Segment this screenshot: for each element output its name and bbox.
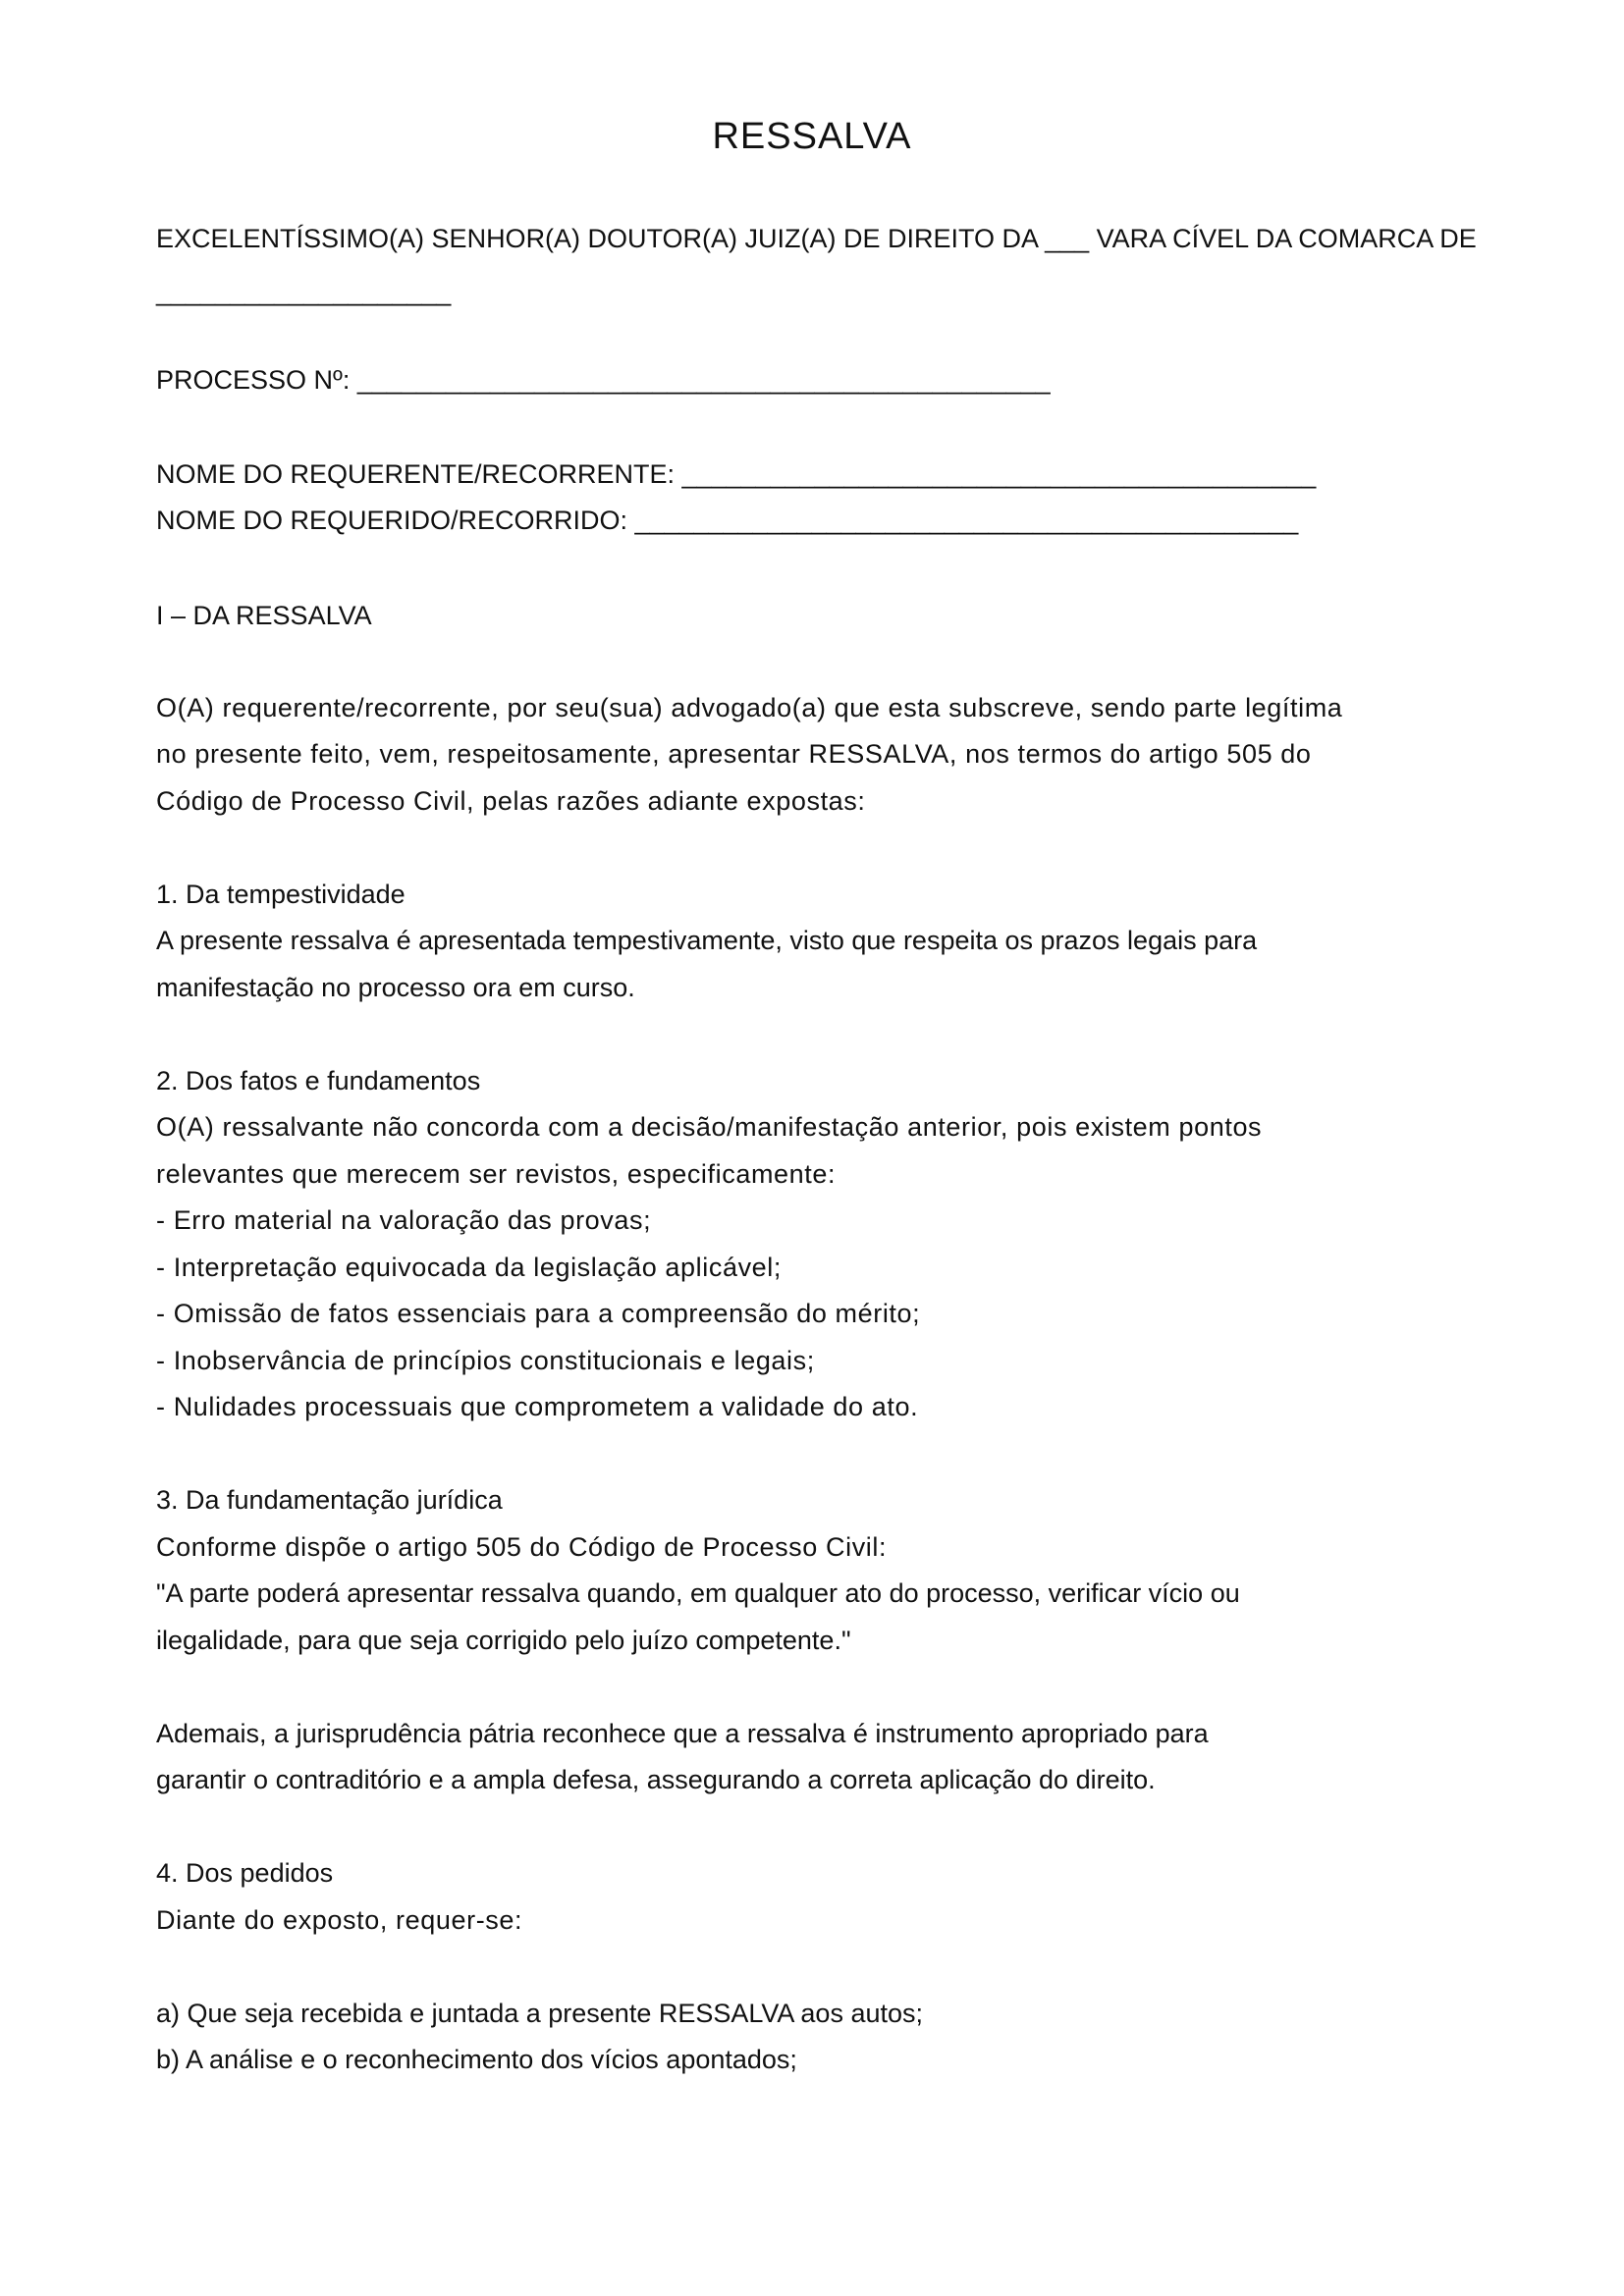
section-3-extra-line: garantir o contraditório e a ampla defesa, assegurando a correta aplicação do direito. xyxy=(156,1765,1156,1794)
section-2-line: relevantes que merecem ser revistos, especificamente: xyxy=(156,1159,837,1189)
section-2-line: O(A) ressalvante não concorda com a decisão/manifestação anterior, pois existem pontos xyxy=(156,1112,1263,1142)
section-heading-ressalva: I – DA RESSALVA xyxy=(156,601,372,630)
intro-paragraph-line: no presente feito, vem, respeitosamente, apresentar RESSALVA, nos termos do artigo 505 do xyxy=(156,739,1312,769)
processo-number-field: PROCESSO Nº: _______________________________________________ xyxy=(156,365,1051,395)
section-1-heading: 1. Da tempestividade xyxy=(156,880,406,909)
section-3-quote-line: "A parte poderá apresentar ressalva quando, em qualquer ato do processo, verificar vício ou xyxy=(156,1578,1240,1608)
section-2-list-item: - Inobservância de princípios constitucionais e legais; xyxy=(156,1346,815,1375)
intro-paragraph-line: Código de Processo Civil, pelas razões adiante expostas: xyxy=(156,786,866,816)
section-3-heading: 3. Da fundamentação jurídica xyxy=(156,1485,503,1515)
requerido-name-field: NOME DO REQUERIDO/RECORRIDO: _____________________________________________ xyxy=(156,506,1299,535)
section-4-lead: Diante do exposto, requer-se: xyxy=(156,1905,523,1935)
requerente-name-field: NOME DO REQUERENTE/RECORRENTE: ___________________________________________ xyxy=(156,459,1317,489)
section-2-list-item: - Nulidades processuais que comprometem a validade do ato. xyxy=(156,1392,919,1421)
section-2-list-item: - Interpretação equivocada da legislação aplicável; xyxy=(156,1253,782,1282)
section-4-request-item: b) A análise e o reconhecimento dos vícios apontados; xyxy=(156,2045,797,2074)
intro-paragraph-line: O(A) requerente/recorrente, por seu(sua) advogado(a) que esta subscreve, sendo parte legítima xyxy=(156,693,1343,722)
section-3-extra-line: Ademais, a jurisprudência pátria reconhece que a ressalva é instrumento apropriado para xyxy=(156,1719,1209,1748)
section-1-line: manifestação no processo ora em curso. xyxy=(156,973,635,1002)
section-2-heading: 2. Dos fatos e fundamentos xyxy=(156,1066,481,1095)
section-3-quote-line: ilegalidade, para que seja corrigido pelo juízo competente." xyxy=(156,1626,851,1655)
section-1-line: A presente ressalva é apresentada tempestivamente, visto que respeita os prazos legais para xyxy=(156,926,1258,955)
section-2-list-item: - Erro material na valoração das provas; xyxy=(156,1205,652,1235)
section-3-line: Conforme dispõe o artigo 505 do Código de Processo Civil: xyxy=(156,1532,888,1562)
section-2-list-item: - Omissão de fatos essenciais para a compreensão do mérito; xyxy=(156,1299,921,1328)
document-title: RESSALVA xyxy=(712,116,912,157)
addressee-blank-line: ____________________ xyxy=(156,277,452,306)
section-4-heading: 4. Dos pedidos xyxy=(156,1858,334,1888)
addressee-line: EXCELENTÍSSIMO(A) SENHOR(A) DOUTOR(A) JUIZ(A) DE DIREITO DA ___ VARA CÍVEL DA COMARCA DE xyxy=(156,224,1477,253)
section-4-request-item: a) Que seja recebida e juntada a presente RESSALVA aos autos; xyxy=(156,1999,923,2028)
